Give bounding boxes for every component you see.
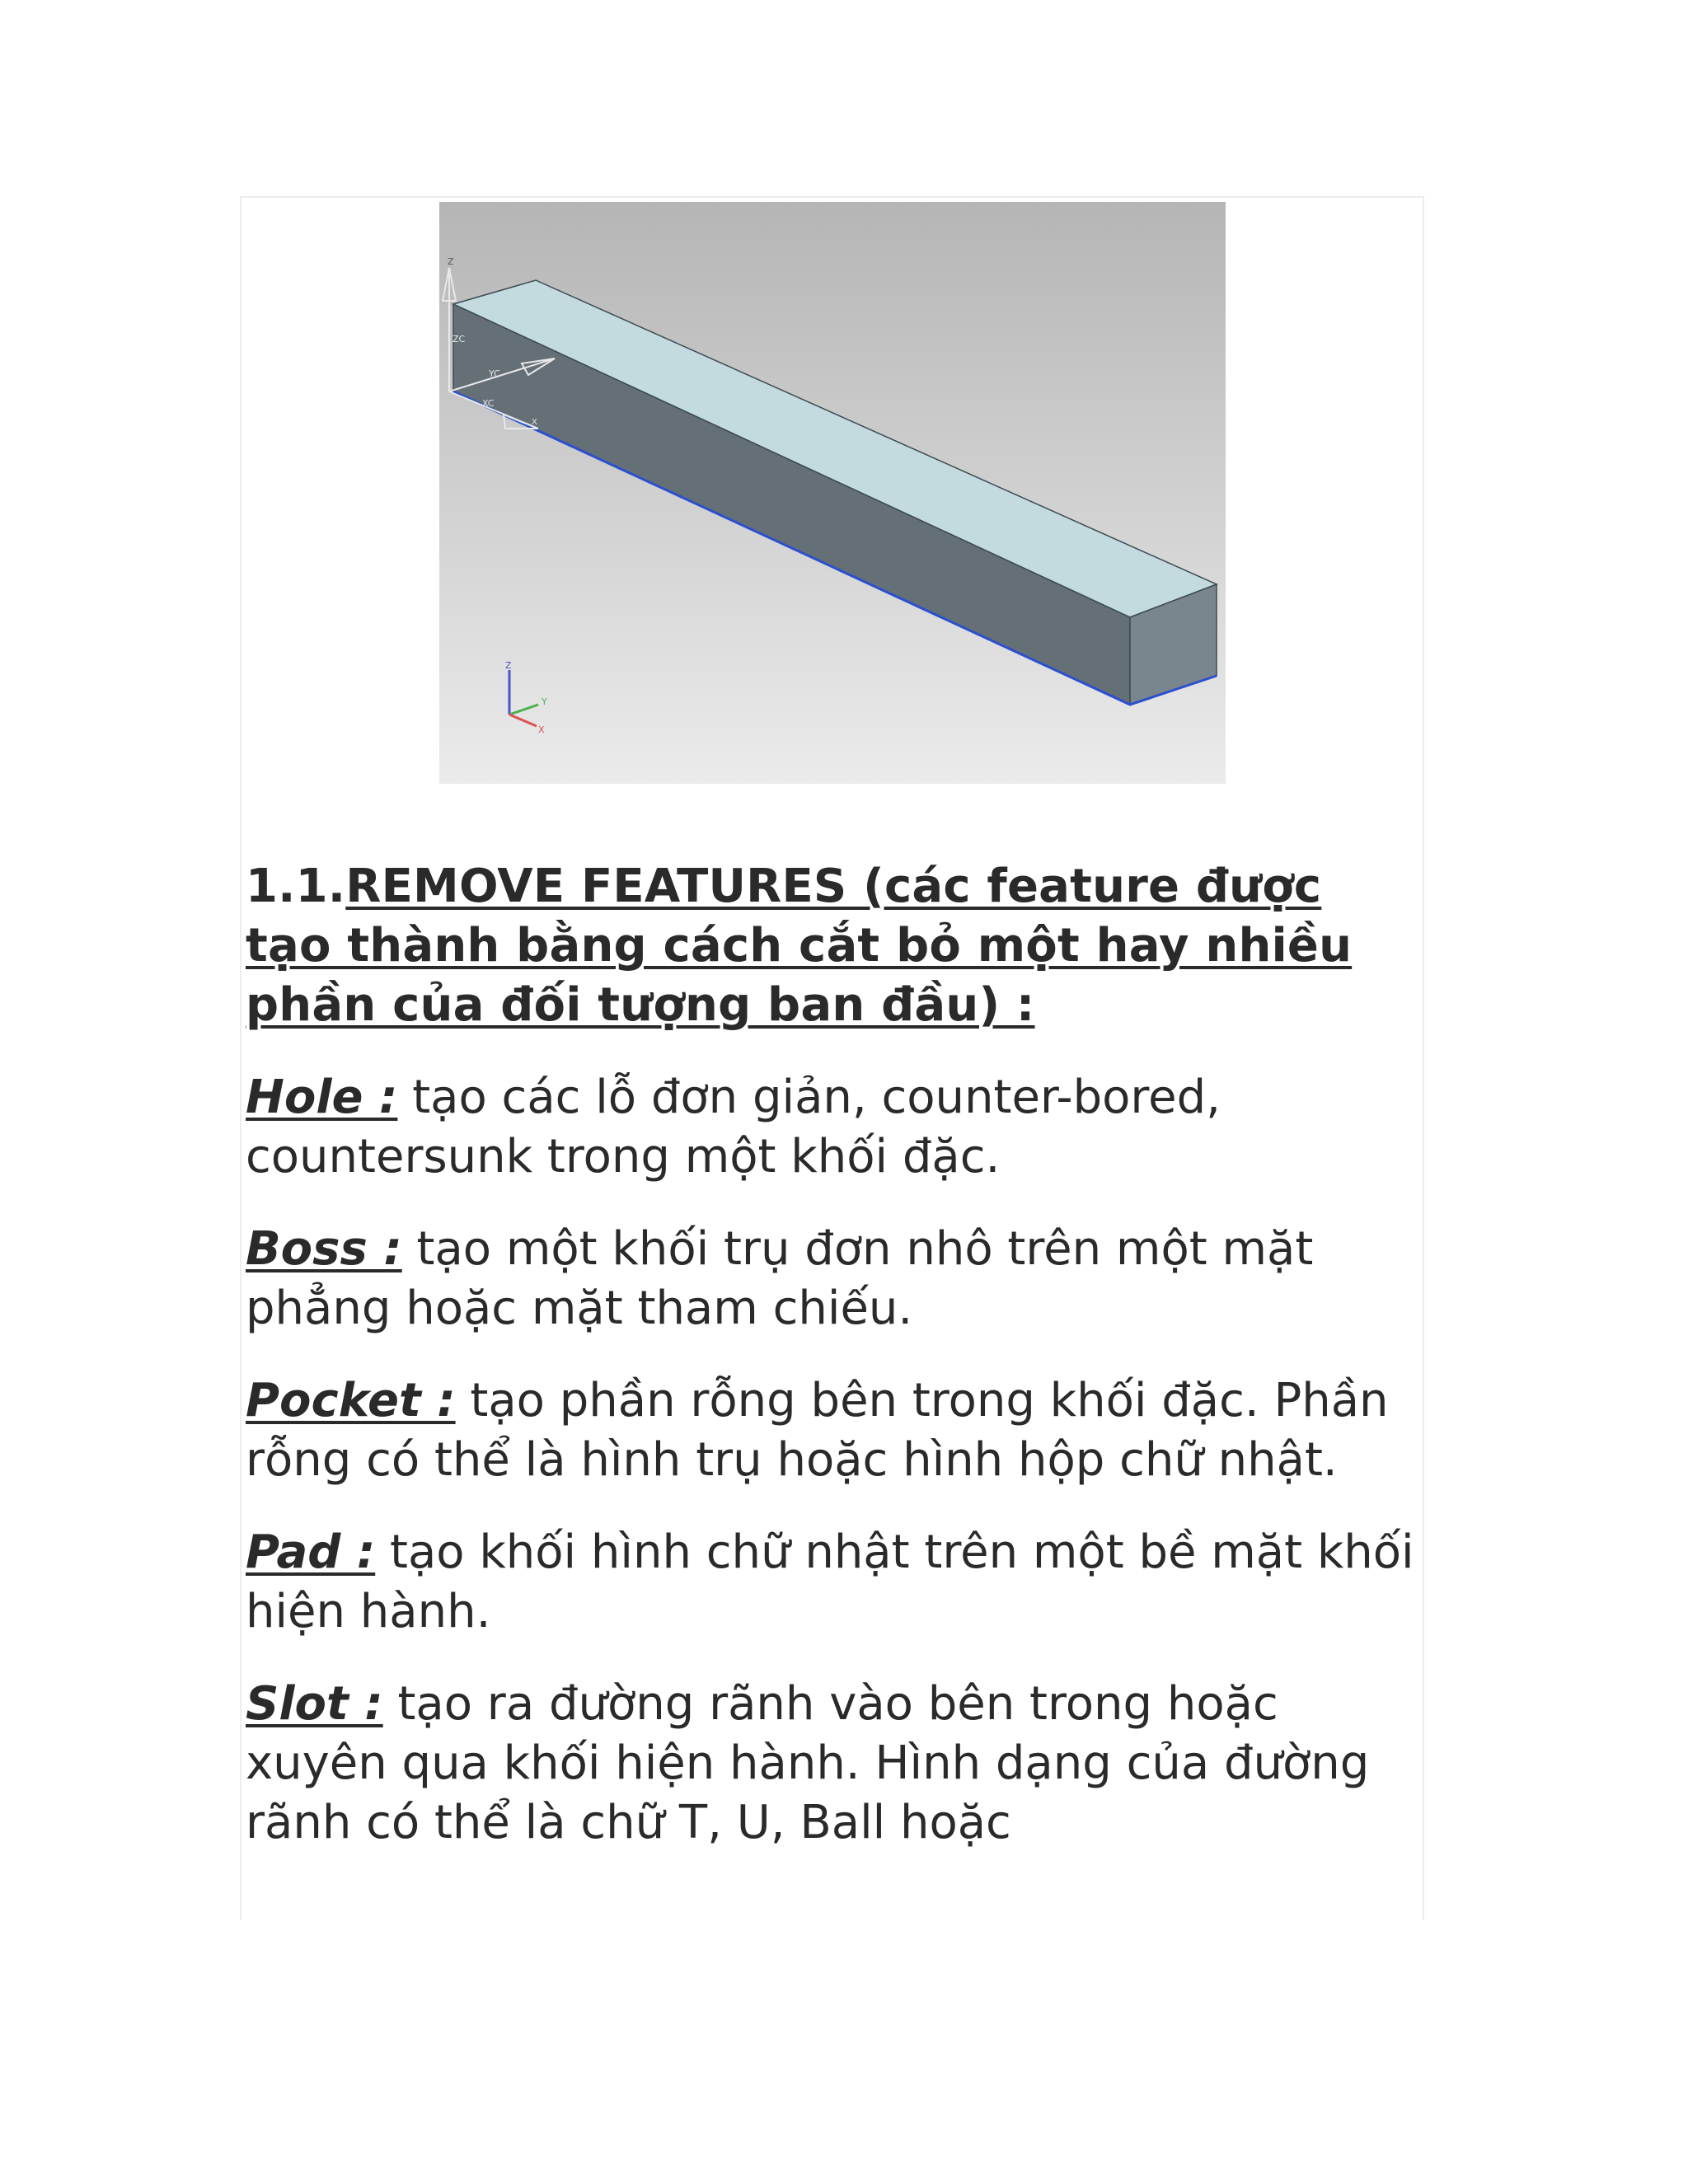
desc-slot: tạo ra đường rãnh vào bên trong hoặc xuyên qua khối hiện hành. Hình dạng của đường rãnh có thể là chữ T, U, Ball hoặc — [246, 1677, 1370, 1849]
mini-axis-label-z: Z — [505, 660, 512, 671]
item-slot — [246, 1675, 1420, 1853]
item-pocket — [246, 1371, 1420, 1490]
desc-hole: tạo các lỗ đơn giản, counter-bored, countersunk trong một khối đặc. — [246, 1071, 1221, 1183]
axis-label-xc: XC — [482, 398, 495, 409]
section-number: 1.1. — [246, 860, 346, 913]
term-pad: Pad : — [246, 1526, 376, 1579]
term-hole: Hole : — [246, 1071, 398, 1124]
axis-label-z: Z — [448, 256, 454, 267]
desc-pad: tạo khối hình chữ nhật trên một bề mặt khối hiện hành. — [246, 1526, 1414, 1638]
cad-model-figure — [439, 202, 1226, 784]
term-boss: Boss : — [246, 1222, 402, 1276]
item-boss — [246, 1220, 1420, 1338]
axis-label-zc: ZC — [452, 334, 466, 344]
section-heading — [246, 857, 1420, 1035]
axis-label-yc: YC — [489, 368, 500, 379]
axis-label-x: X — [532, 418, 537, 427]
mini-axis-label-x: X — [538, 724, 545, 735]
item-hole — [246, 1068, 1420, 1187]
item-pad — [246, 1523, 1420, 1642]
term-slot: Slot : — [246, 1677, 383, 1731]
desc-pocket: tạo phần rỗng bên trong khối đặc. Phần rỗng có thể là hình trụ hoặc hình hộp chữ nhật. — [246, 1374, 1389, 1487]
text-column — [246, 857, 1420, 1853]
mini-axis-label-y: Y — [542, 696, 547, 707]
term-pocket: Pocket : — [246, 1374, 456, 1427]
section-title: REMOVE FEATURES (các feature được tạo thành bằng cách cắt bỏ một hay nhiều phần của đối tượng ban đầu) : — [246, 860, 1353, 1032]
desc-boss: tạo một khối trụ đơn nhô trên một mặt phẳng hoặc mặt tham chiếu. — [246, 1222, 1314, 1335]
